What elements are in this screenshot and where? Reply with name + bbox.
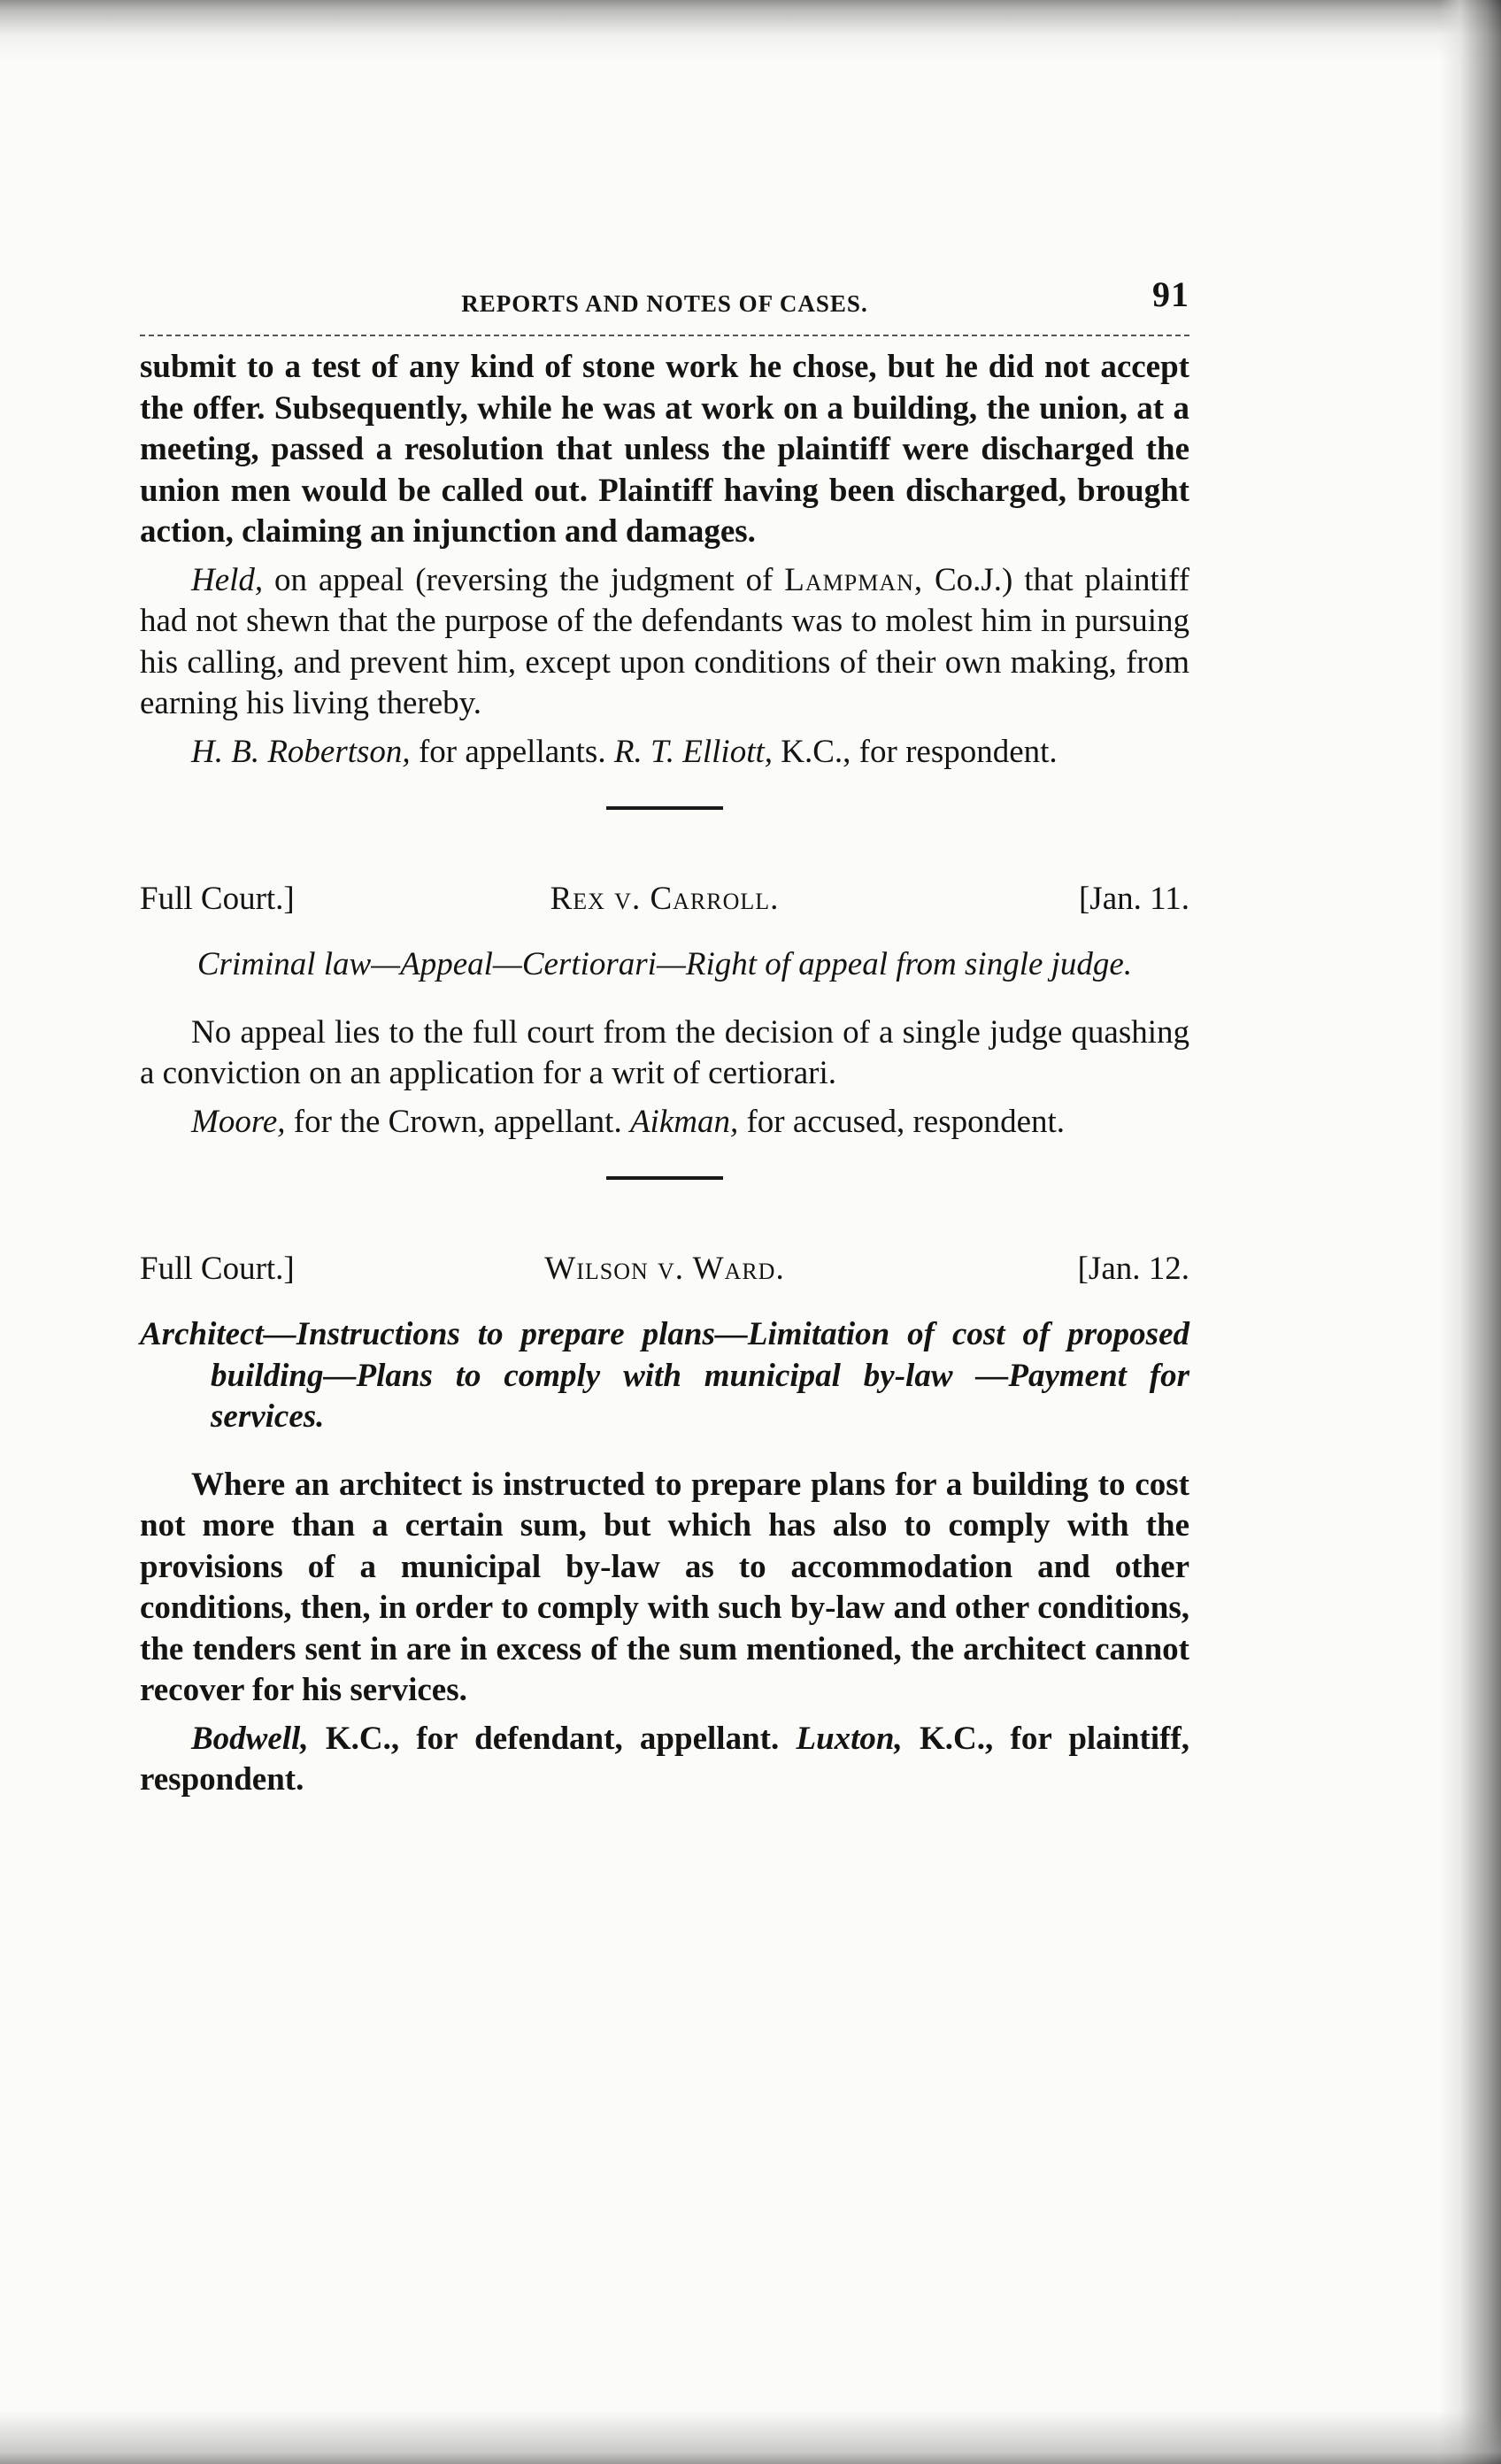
- running-title: REPORTS AND NOTES OF CASES.: [461, 290, 868, 317]
- counsel-role: for the Crown, appellant.: [293, 1103, 622, 1140]
- counsel-name: Aikman,: [629, 1103, 739, 1140]
- case1-held: [140, 560, 1189, 725]
- counsel-role: for appellants.: [418, 733, 606, 770]
- counsel-role: K.C., for respondent.: [781, 733, 1058, 770]
- header-rule: [140, 335, 1189, 336]
- counsel-name: Moore,: [191, 1103, 286, 1140]
- held-label: Held,: [191, 561, 264, 598]
- case-title: Rex v. Carroll.: [550, 881, 780, 917]
- case3-counsel: [140, 1719, 1189, 1801]
- case2-heading: [140, 879, 1189, 920]
- case2-catchwords: Criminal law—Appeal—Certiorari—Right of appeal from single judge.: [196, 946, 1133, 982]
- running-header: [140, 266, 1189, 319]
- counsel-role: K.C., for defendant, appellant.: [325, 1720, 780, 1757]
- section-divider: [606, 1176, 723, 1180]
- case1-paragraph: submit to a test of any kind of stone work he chose, but he did not accept the offer. Subsequently, while he was at work on a building, the union, at a meeting, passed a resolution that unless the plaintiff were discharged the union men would be called out. Plaintiff having been discharged, brought action, claiming an injunction and damages.: [140, 349, 1189, 550]
- case-date: [Jan. 12.: [1077, 1251, 1189, 1287]
- page-number: 91: [1152, 274, 1189, 314]
- scan-shadow-right: [1439, 0, 1501, 2464]
- scan-shadow-bottom: [0, 2411, 1501, 2464]
- counsel-name: H. B. Robertson,: [191, 733, 411, 770]
- case-date: [Jan. 11.: [1078, 881, 1189, 917]
- case1-counsel: [140, 732, 1189, 774]
- held-text-1: on appeal (reversing the judgment of: [274, 561, 774, 598]
- section-divider: [606, 806, 723, 810]
- page-body: [140, 266, 1189, 1801]
- judge-name: Lampman,: [784, 561, 924, 598]
- counsel-role: for accused, respondent.: [746, 1103, 1066, 1140]
- counsel-name: R. T. Elliott,: [613, 733, 774, 770]
- counsel-role: K.C., for plaintiff, respondent.: [140, 1720, 1190, 1798]
- case2-holding: No appeal lies to the full court from the decision of a single judge quashing a conviction on an application for a writ of certiorari.: [140, 1013, 1189, 1091]
- case3-holding: Where an architect is instructed to prepare plans for a building to cost not more than a certain sum, but which has also to comply with the provisions of a municipal by-law as to accommodation and other conditions, then, in order to comply with such by-law and other conditions, the tenders sent in are in excess of the sum mentioned, the architect cannot recover for his services.: [140, 1466, 1189, 1708]
- case3-catchwords: Architect—Instructions to prepare plans—Limitation of cost of proposed building—Plans to comply with municipal by-law —Payment for services.: [140, 1316, 1189, 1435]
- counsel-name: Bodwell,: [191, 1720, 309, 1757]
- court-label: Full Court.]: [140, 1251, 295, 1287]
- counsel-name: Luxton,: [796, 1720, 903, 1757]
- case3-heading: [140, 1249, 1189, 1290]
- scan-shadow-top: [0, 0, 1501, 62]
- court-label: Full Court.]: [140, 881, 295, 917]
- case2-counsel: [140, 1102, 1189, 1143]
- case-title: Wilson v. Ward.: [544, 1251, 785, 1287]
- held-text-2: Co.J.) that plaintiff had not shewn that the purpose of the defendants was to molest him in pursuing his calling, and prevent him, except upon conditions of their own making, from earning his living thereby.: [140, 561, 1190, 721]
